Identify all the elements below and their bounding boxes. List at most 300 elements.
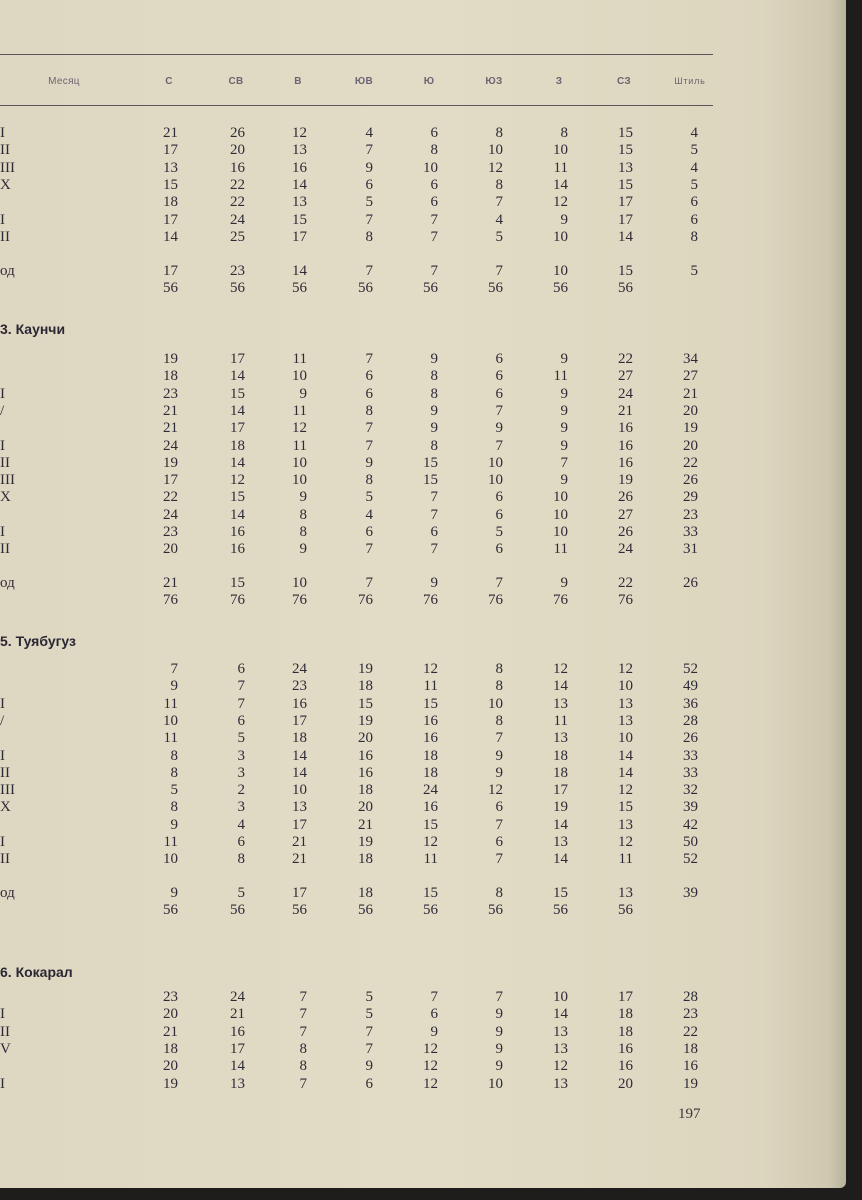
table-row: [0, 368, 720, 385]
table-cell: 11: [553, 541, 568, 557]
table-row: [0, 782, 720, 799]
table-cell: 11: [553, 368, 568, 384]
section-title: 3. Каунчи: [0, 321, 66, 337]
table-cell: 6: [430, 524, 438, 540]
table-cell: 6: [495, 386, 503, 402]
table-cell: 7: [495, 403, 503, 419]
table-cell: 76: [163, 592, 178, 608]
row-label: од: [0, 575, 15, 591]
table-cell: 9: [560, 438, 568, 454]
table-row: [0, 524, 720, 541]
table-row: [0, 851, 720, 868]
header-dir-n: С: [165, 76, 173, 87]
table-cell: 7: [365, 263, 373, 279]
table-cell: 7: [299, 1076, 307, 1092]
row-label: Х: [0, 177, 11, 193]
table-cell: 18: [423, 765, 438, 781]
table-cell: 56: [553, 280, 568, 296]
table-row: [0, 194, 720, 211]
table-cell: 27: [618, 507, 633, 523]
table-cell: 9: [560, 472, 568, 488]
table-cell: 56: [230, 280, 245, 296]
table-cell: 18: [358, 782, 373, 798]
table-row: [0, 799, 720, 816]
table-cell: 25: [230, 229, 245, 245]
table-cell: 14: [230, 368, 245, 384]
table-row: [0, 507, 720, 524]
table-cell: 21: [163, 420, 178, 436]
table-row: [0, 177, 720, 194]
table-cell: 16: [423, 730, 438, 746]
table-cell: 8: [495, 125, 503, 141]
table-cell: 10: [488, 142, 503, 158]
table-row: [0, 403, 720, 420]
table-cell: 23: [683, 507, 698, 523]
table-cell: 5: [365, 194, 373, 210]
table-cell: 16: [292, 160, 307, 176]
table-cell: 24: [423, 782, 438, 798]
table-cell: 56: [163, 280, 178, 296]
table-cell: 7: [430, 212, 438, 228]
table-cell: 52: [683, 851, 698, 867]
table-cell: 10: [553, 524, 568, 540]
table-cell: 6: [495, 541, 503, 557]
table-cell: 7: [237, 696, 245, 712]
table-row: [0, 1058, 720, 1075]
table-cell: 76: [488, 592, 503, 608]
table-cell: 22: [618, 351, 633, 367]
table-cell: 9: [495, 748, 503, 764]
table-cell: 9: [560, 212, 568, 228]
table-cell: 9: [365, 455, 373, 471]
table-cell: 28: [683, 989, 698, 1005]
table-cell: 7: [365, 438, 373, 454]
table-cell: 13: [618, 696, 633, 712]
table-cell: 22: [163, 489, 178, 505]
table-cell: 18: [163, 1041, 178, 1057]
row-label: I: [0, 748, 5, 764]
table-cell: 22: [230, 177, 245, 193]
table-cell: 9: [299, 489, 307, 505]
table-cell: 33: [683, 524, 698, 540]
header-dir-sw: ЮЗ: [485, 76, 503, 87]
row-label: I: [0, 524, 5, 540]
table-cell: 6: [365, 177, 373, 193]
table-cell: 5: [365, 989, 373, 1005]
table-cell: 10: [488, 472, 503, 488]
observations-count-row: [0, 902, 720, 919]
table-cell: 15: [423, 472, 438, 488]
row-label: I: [0, 1006, 5, 1022]
table-cell: 8: [365, 229, 373, 245]
table-cell: 19: [618, 472, 633, 488]
table-cell: 7: [495, 194, 503, 210]
table-cell: 7: [495, 817, 503, 833]
table-cell: 21: [163, 403, 178, 419]
table-cell: 6: [495, 351, 503, 367]
table-cell: 18: [423, 748, 438, 764]
table-cell: 14: [230, 507, 245, 523]
table-cell: 16: [618, 420, 633, 436]
table-cell: 10: [553, 142, 568, 158]
table-cell: 12: [618, 661, 633, 677]
table-cell: 6: [495, 489, 503, 505]
table-cell: 7: [430, 263, 438, 279]
table-cell: 15: [618, 177, 633, 193]
header-dir-s: Ю: [423, 76, 435, 87]
table-cell: 17: [163, 142, 178, 158]
table-cell: 17: [163, 263, 178, 279]
row-label: II: [0, 765, 10, 781]
table-cell: 15: [618, 142, 633, 158]
table-cell: 12: [488, 782, 503, 798]
table-cell: 39: [683, 885, 698, 901]
row-label: II: [0, 455, 10, 471]
table-cell: 24: [163, 438, 178, 454]
table-cell: 16: [618, 438, 633, 454]
table-cell: 13: [553, 696, 568, 712]
table-cell: 56: [488, 902, 503, 918]
table-cell: 7: [365, 142, 373, 158]
header-dir-se: ЮВ: [354, 76, 374, 87]
table-cell: 23: [163, 524, 178, 540]
table-cell: 5: [170, 782, 178, 798]
table-cell: 10: [618, 678, 633, 694]
table-cell: 23: [230, 263, 245, 279]
table-cell: 15: [230, 489, 245, 505]
table-cell: 23: [163, 386, 178, 402]
table-cell: 10: [292, 472, 307, 488]
table-cell: 8: [237, 851, 245, 867]
row-label: од: [0, 885, 15, 901]
table-cell: 21: [163, 1024, 178, 1040]
table-cell: 6: [430, 1006, 438, 1022]
table-row: [0, 472, 720, 489]
table-cell: 9: [495, 1006, 503, 1022]
table-cell: 16: [423, 713, 438, 729]
table-cell: 34: [683, 351, 698, 367]
table-cell: 17: [163, 212, 178, 228]
table-cell: 16: [292, 696, 307, 712]
row-label: I: [0, 125, 5, 141]
row-label: II: [0, 541, 10, 557]
table-cell: 17: [292, 229, 307, 245]
table-cell: 6: [237, 713, 245, 729]
table-cell: 18: [358, 851, 373, 867]
table-cell: 10: [163, 851, 178, 867]
table-cell: 16: [358, 748, 373, 764]
table-cell: 8: [299, 1041, 307, 1057]
table-cell: 16: [230, 524, 245, 540]
table-row: [0, 455, 720, 472]
table-cell: 16: [230, 1024, 245, 1040]
table-cell: 13: [292, 799, 307, 815]
table-cell: 16: [230, 541, 245, 557]
table-cell: 9: [170, 678, 178, 694]
table-cell: 5: [365, 1006, 373, 1022]
table-cell: 17: [292, 885, 307, 901]
table-cell: 20: [683, 438, 698, 454]
table-cell: 9: [430, 420, 438, 436]
table-cell: 15: [163, 177, 178, 193]
year-row: [0, 885, 720, 902]
table-cell: 4: [690, 125, 698, 141]
table-row: [0, 834, 720, 851]
table-cell: 12: [292, 420, 307, 436]
table-cell: 33: [683, 765, 698, 781]
table-cell: 9: [560, 420, 568, 436]
table-row: [0, 1076, 720, 1093]
table-cell: 26: [618, 524, 633, 540]
table-cell: 56: [618, 902, 633, 918]
row-label: I: [0, 386, 5, 402]
table-row: [0, 351, 720, 368]
table-cell: 6: [237, 834, 245, 850]
row-label: I: [0, 1076, 5, 1092]
table-cell: 19: [163, 1076, 178, 1092]
row-label: III: [0, 782, 15, 798]
table-cell: 14: [292, 263, 307, 279]
table-cell: 7: [430, 989, 438, 1005]
table-cell: 7: [299, 989, 307, 1005]
table-cell: 13: [618, 160, 633, 176]
table-cell: 17: [230, 351, 245, 367]
table-cell: 56: [163, 902, 178, 918]
table-cell: 14: [553, 851, 568, 867]
table-cell: 6: [495, 834, 503, 850]
table-cell: 19: [683, 420, 698, 436]
table-cell: 18: [683, 1041, 698, 1057]
header-dir-nw: СЗ: [617, 76, 631, 87]
section-title: 6. Кокарал: [0, 964, 73, 980]
table-cell: 7: [495, 575, 503, 591]
table-cell: 16: [358, 765, 373, 781]
table-cell: 11: [553, 160, 568, 176]
table-row: [0, 438, 720, 455]
table-cell: 16: [618, 1058, 633, 1074]
table-cell: 10: [292, 782, 307, 798]
table-cell: 36: [683, 696, 698, 712]
table-row: [0, 748, 720, 765]
table-cell: 18: [618, 1006, 633, 1022]
table-cell: 39: [683, 799, 698, 815]
year-row: [0, 263, 720, 280]
row-label: /: [0, 713, 5, 729]
table-cell: 24: [618, 541, 633, 557]
table-cell: 4: [365, 507, 373, 523]
table-cell: 12: [553, 194, 568, 210]
header-dir-w: З: [555, 76, 563, 87]
table-cell: 5: [690, 263, 698, 279]
table-cell: 12: [423, 1041, 438, 1057]
table-cell: 7: [495, 989, 503, 1005]
table-cell: 8: [495, 177, 503, 193]
table-cell: 13: [553, 834, 568, 850]
table-cell: 17: [618, 212, 633, 228]
table-cell: 12: [423, 834, 438, 850]
table-cell: 15: [230, 386, 245, 402]
table-cell: 12: [553, 661, 568, 677]
table-cell: 12: [618, 782, 633, 798]
table-cell: 76: [618, 592, 633, 608]
table-cell: 7: [365, 575, 373, 591]
table-cell: 27: [618, 368, 633, 384]
table-cell: 6: [690, 212, 698, 228]
table-cell: 9: [495, 1058, 503, 1074]
table-cell: 10: [553, 989, 568, 1005]
table-cell: 18: [292, 730, 307, 746]
table-cell: 17: [292, 817, 307, 833]
table-cell: 19: [163, 455, 178, 471]
table-cell: 17: [618, 989, 633, 1005]
table-cell: 14: [553, 817, 568, 833]
table-row: [0, 696, 720, 713]
table-cell: 8: [365, 472, 373, 488]
table-cell: 21: [163, 575, 178, 591]
table-cell: 49: [683, 678, 698, 694]
table-cell: 21: [292, 851, 307, 867]
table-cell: 21: [683, 386, 698, 402]
table-cell: 6: [365, 524, 373, 540]
table-cell: 14: [553, 678, 568, 694]
table-cell: 21: [618, 403, 633, 419]
row-label: I: [0, 212, 5, 228]
table-cell: 8: [495, 661, 503, 677]
table-cell: 23: [292, 678, 307, 694]
table-row: [0, 142, 720, 159]
table-row: [0, 730, 720, 747]
table-cell: 16: [618, 455, 633, 471]
table-cell: 12: [423, 1076, 438, 1092]
table-cell: 24: [163, 507, 178, 523]
table-cell: 22: [230, 194, 245, 210]
table-cell: 7: [365, 420, 373, 436]
table-row: [0, 489, 720, 506]
table-cell: 26: [683, 472, 698, 488]
table-cell: 24: [230, 989, 245, 1005]
table-cell: 7: [495, 263, 503, 279]
table-cell: 8: [430, 386, 438, 402]
table-cell: 13: [163, 160, 178, 176]
table-cell: 76: [358, 592, 373, 608]
table-cell: 7: [299, 1024, 307, 1040]
table-cell: 18: [618, 1024, 633, 1040]
table-cell: 21: [358, 817, 373, 833]
table-cell: 17: [230, 1041, 245, 1057]
table-cell: 10: [553, 489, 568, 505]
row-label: /: [0, 403, 5, 419]
table-cell: 13: [292, 142, 307, 158]
table-cell: 7: [365, 1024, 373, 1040]
table-cell: 16: [423, 799, 438, 815]
table-cell: 17: [618, 194, 633, 210]
table-cell: 7: [495, 851, 503, 867]
table-cell: 12: [423, 661, 438, 677]
table-row: [0, 212, 720, 229]
table-cell: 8: [365, 403, 373, 419]
table-cell: 9: [495, 1041, 503, 1057]
table-cell: 8: [430, 368, 438, 384]
table-row: [0, 125, 720, 142]
table-cell: 24: [618, 386, 633, 402]
table-cell: 9: [365, 160, 373, 176]
table-cell: 19: [683, 1076, 698, 1092]
table-cell: 11: [292, 403, 307, 419]
table-cell: 10: [292, 455, 307, 471]
table-cell: 14: [230, 455, 245, 471]
table-cell: 6: [495, 368, 503, 384]
table-cell: 13: [618, 713, 633, 729]
table-row: [0, 1041, 720, 1058]
table-cell: 26: [683, 575, 698, 591]
table-cell: 15: [423, 817, 438, 833]
table-cell: 6: [430, 194, 438, 210]
table-cell: 6: [495, 799, 503, 815]
table-cell: 76: [553, 592, 568, 608]
table-cell: 13: [553, 1076, 568, 1092]
row-label: II: [0, 1024, 10, 1040]
table-cell: 5: [365, 489, 373, 505]
table-cell: 7: [365, 541, 373, 557]
row-label: Х: [0, 489, 11, 505]
table-row: [0, 229, 720, 246]
table-cell: 20: [163, 1006, 178, 1022]
table-cell: 21: [163, 125, 178, 141]
table-cell: 20: [358, 799, 373, 815]
table-row: [0, 541, 720, 558]
table-cell: 9: [560, 386, 568, 402]
table-cell: 19: [358, 713, 373, 729]
table-cell: 6: [495, 507, 503, 523]
table-cell: 13: [292, 194, 307, 210]
table-cell: 7: [430, 507, 438, 523]
table-cell: 7: [495, 730, 503, 746]
table-cell: 13: [553, 1024, 568, 1040]
table-cell: 13: [618, 885, 633, 901]
table-cell: 11: [423, 678, 438, 694]
table-cell: 16: [618, 1041, 633, 1057]
table-cell: 15: [292, 212, 307, 228]
table-cell: 10: [163, 713, 178, 729]
observations-count-row: [0, 280, 720, 297]
table-cell: 9: [495, 1024, 503, 1040]
row-label: од: [0, 263, 15, 279]
table-cell: 56: [292, 280, 307, 296]
table-cell: 4: [365, 125, 373, 141]
table-cell: 56: [358, 902, 373, 918]
table-cell: 56: [358, 280, 373, 296]
table-cell: 32: [683, 782, 698, 798]
table-cell: 42: [683, 817, 698, 833]
row-label: I: [0, 696, 5, 712]
table-row: [0, 1024, 720, 1041]
table-cell: 17: [230, 420, 245, 436]
table-cell: 5: [690, 142, 698, 158]
table-cell: 22: [618, 575, 633, 591]
table-cell: 2: [237, 782, 245, 798]
row-label: V: [0, 1041, 11, 1057]
table-cell: 7: [560, 455, 568, 471]
table-cell: 15: [358, 696, 373, 712]
table-cell: 8: [560, 125, 568, 141]
table-cell: 10: [618, 730, 633, 746]
table-row: [0, 678, 720, 695]
table-cell: 5: [495, 524, 503, 540]
table-cell: 56: [230, 902, 245, 918]
observations-count-row: [0, 592, 720, 609]
table-cell: 14: [618, 765, 633, 781]
table-cell: 4: [495, 212, 503, 228]
